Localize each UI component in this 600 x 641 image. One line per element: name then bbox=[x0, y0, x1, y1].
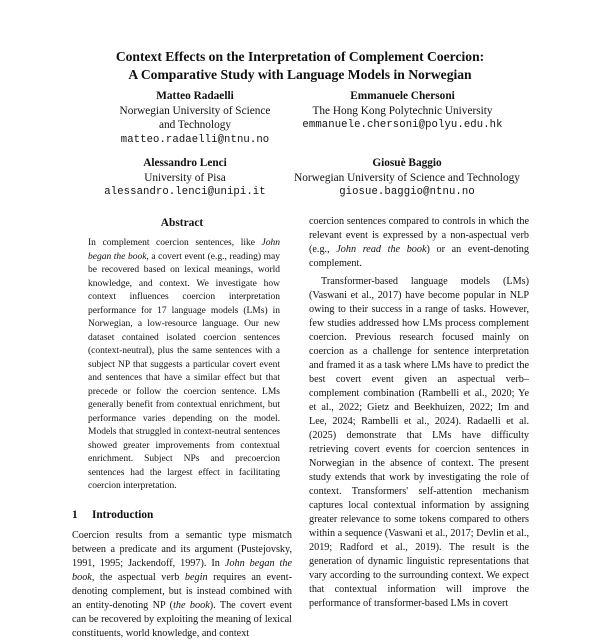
right-column bbox=[309, 215, 529, 611]
coercion-paragraph-cont: coercion sentences compared to controls in which the relevant event is expressed by a non-aspectual verb (e.g., John read the book) or an event-denoting complement. bbox=[309, 216, 529, 269]
title-line-1: Context Effects on the Interpretation of Complement Coercion: bbox=[115, 49, 485, 64]
author-block-radaelli bbox=[100, 89, 290, 147]
author-name: Alessandro Lenci bbox=[143, 157, 227, 169]
author-affiliation: University of Pisa bbox=[144, 171, 226, 184]
section-heading-introduction: 1 Introduction bbox=[72, 508, 154, 521]
author-email[interactable]: alessandro.lenci@unipi.it bbox=[104, 186, 266, 199]
paper-title bbox=[40, 48, 560, 84]
author-affiliation: Norwegian University of Science bbox=[119, 104, 271, 117]
author-affiliation-line2: and Technology bbox=[158, 119, 232, 132]
author-name: Giosuè Baggio bbox=[372, 157, 442, 169]
title-line-2: A Comparative Study with Language Models in Norwegian bbox=[128, 67, 472, 82]
left-column bbox=[72, 216, 292, 641]
author-email[interactable]: matteo.radaelli@ntnu.no bbox=[120, 133, 270, 146]
author-affiliation: The Hong Kong Polytechnic University bbox=[312, 104, 493, 117]
abstract-text: In complement coercion sentences, like John began the book, a covert event (e.g., reading) may be recovered based on lexical meanings, world knowledge, and context. We investigate how context influences coercion interpretation performance for 17 language models (LMs) in Norwegian, a low-resource language. Our new dataset contained isolated coercion sentences (context-neutral), plus the same sentences with a subject NP that suggests a particular covert event and sentences that have a similar effect but that precede or follow the coercion sentence. LMs generally benefit from contextual enrichment, but performance varies depending on the model. Models that struggled in context-neutral sentences showed greater improvements from contextual enrichment. Subject NPs and precoercion sentences had the largest effect in facilitating coercion interpretation. bbox=[88, 238, 280, 491]
author-name: Matteo Radaelli bbox=[156, 90, 234, 102]
author-block-lenci bbox=[100, 156, 270, 200]
abstract-heading: Abstract bbox=[160, 217, 204, 229]
author-email[interactable]: emmanuele.chersoni@polyu.edu.hk bbox=[302, 119, 503, 132]
author-block-chersoni bbox=[285, 89, 520, 133]
author-affiliation: Norwegian University of Science and Technology bbox=[294, 171, 520, 184]
abstract-body bbox=[72, 237, 292, 494]
author-email[interactable]: giosue.baggio@ntnu.no bbox=[339, 186, 475, 199]
transformer-paragraph: Transformer-based language models (LMs) (Vaswani et al., 2017) have become popular in NLP owing to their success in a range of tasks. However, few studies addressed how LMs process complement coercion. Previous research focused mainly on coercion as a challenge for sentence interpretation and framed it as a task where LMs have to predict the best covert event given an aspectual verb–complement combination (Rambelli et al., 2020; Ye et al., 2022; Gietz and Beekhuizen, 2022; Im and Lee, 2024; Rambelli et al., 2024). Radaelli et al. (2025) demonstrate that LMs have difficulty retrieving covert events for coercion sentences in Norwegian in the absence of context. The present study extends that work by investigating the role of context. Transformers' self-attention mechanism captures local contextual information by assigning greater relevance to some tokens compared to others within a sequence (Vaswani et al., 2017; Devlin et al., 2019; Radford et al., 2019). The result is the generation of dynamic linguistic representations that vary according to the surrounding context. We expect that contextual information will improve the performance of transformer-based LMs in covert bbox=[309, 276, 529, 609]
intro-paragraph: Coercion results from a semantic type mismatch between a predicate and its argument (Pustejovsky, 1991, 1995; Jackendoff, 1997). In John began the book, the aspectual verb begin requires an event-denoting complement, but is instead combined with an entity-denoting NP (the book). The covert event can be recovered by exploiting the meaning of lexical constituents, world knowledge, and context bbox=[72, 529, 292, 639]
author-name: Emmanuele Chersoni bbox=[350, 90, 455, 102]
author-block-baggio bbox=[272, 156, 542, 200]
